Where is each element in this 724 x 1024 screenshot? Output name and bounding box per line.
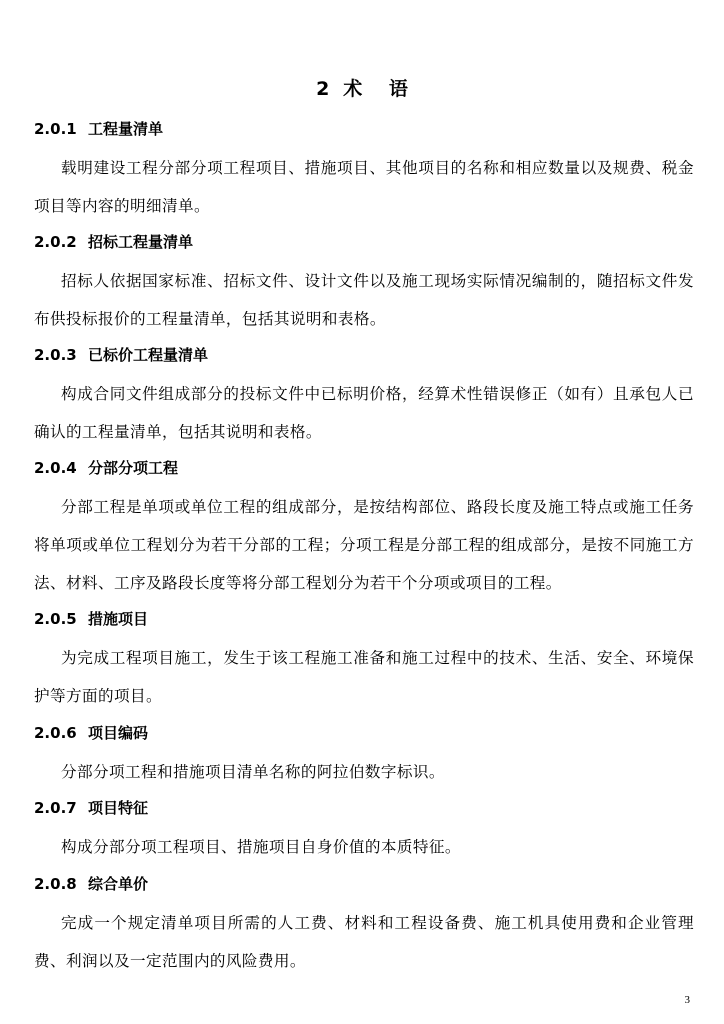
term-name: 项目特征 — [88, 799, 149, 817]
term-number: 2.0.8 — [34, 875, 77, 893]
term-name: 项目编码 — [88, 724, 149, 742]
term-section — [34, 874, 694, 980]
term-heading — [34, 345, 694, 365]
term-section — [34, 458, 694, 602]
term-number: 2.0.1 — [34, 120, 77, 138]
term-heading — [34, 458, 694, 478]
term-number: 2.0.7 — [34, 799, 77, 817]
term-heading — [34, 119, 694, 139]
term-heading — [34, 232, 694, 252]
term-name: 综合单价 — [88, 875, 149, 893]
chapter-number: 2 — [316, 78, 330, 100]
term-number: 2.0.2 — [34, 233, 77, 251]
term-heading — [34, 874, 694, 894]
term-definition: 分部分项工程和措施项目清单名称的阿拉伯数字标识。 — [61, 763, 445, 781]
term-section — [34, 345, 694, 451]
chapter-name: 术 语 — [343, 78, 418, 100]
term-section — [34, 232, 694, 338]
term-number: 2.0.3 — [34, 346, 77, 364]
chapter-title — [5, 76, 724, 102]
term-name: 措施项目 — [88, 610, 149, 628]
term-definition: 分部工程是单项或单位工程的组成部分，是按结构部位、路段长度及施工特点或施工任务将单项或单位工程划分为若干分部的工程；分项工程是分部工程的组成部分，是按不同施工方法、材料、工序及路段长度等将分部工程划分为若干个分项或项目的工程。 — [34, 498, 694, 592]
term-definition: 完成一个规定清单项目所需的人工费、材料和工程设备费、施工机具使用费和企业管理费、利润以及一定范围内的风险费用。 — [34, 914, 694, 970]
term-number: 2.0.4 — [34, 459, 77, 477]
term-name: 已标价工程量清单 — [88, 346, 209, 364]
term-number: 2.0.6 — [34, 724, 77, 742]
term-definition: 为完成工程项目施工，发生于该工程施工准备和施工过程中的技术、生活、安全、环境保护等方面的项目。 — [34, 649, 694, 705]
term-definition: 招标人依据国家标准、招标文件、设计文件以及施工现场实际情况编制的，随招标文件发布供投标报价的工程量清单，包括其说明和表格。 — [34, 272, 694, 328]
term-section — [34, 723, 694, 791]
term-definition: 构成合同文件组成部分的投标文件中已标明价格，经算术性错误修正（如有）且承包人已确认的工程量清单，包括其说明和表格。 — [34, 385, 694, 441]
term-definition: 构成分部分项工程项目、措施项目自身价值的本质特征。 — [61, 838, 461, 856]
term-heading — [34, 609, 694, 629]
term-name: 分部分项工程 — [88, 459, 179, 477]
term-section — [34, 609, 694, 715]
term-number: 2.0.5 — [34, 610, 77, 628]
term-heading — [34, 798, 694, 818]
term-name: 招标工程量清单 — [88, 233, 194, 251]
term-section — [34, 119, 694, 225]
term-heading — [34, 723, 694, 743]
term-section — [34, 798, 694, 866]
term-definition: 载明建设工程分部分项工程项目、措施项目、其他项目的名称和相应数量以及规费、税金项目等内容的明细清单。 — [34, 159, 694, 215]
term-name: 工程量清单 — [88, 120, 164, 138]
page-number: 3 — [684, 994, 690, 1006]
